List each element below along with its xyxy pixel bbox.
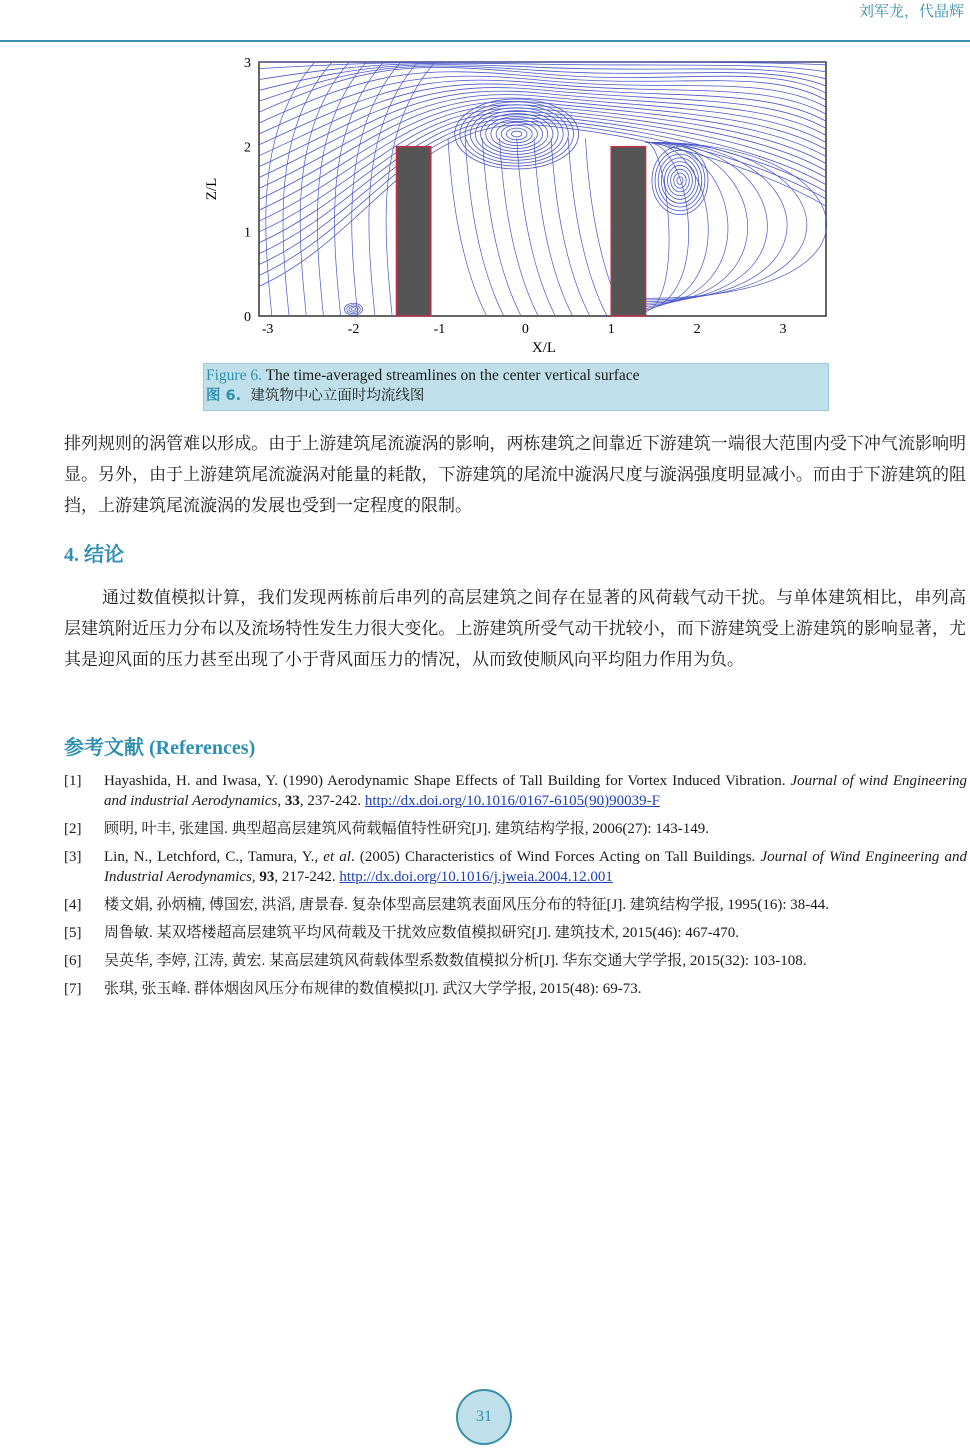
caption-en-text: The time-averaged streamlines on the center vertical surface [265, 367, 640, 384]
reference-item [64, 895, 967, 915]
reference-item [64, 771, 967, 811]
x-tick-label: -2 [347, 322, 360, 337]
reference-body: 吴英华, 李婷, 江涛, 黄宏. 某高层建筑风荷载体型系数数值模拟分析[J]. 华东交通大学学报, 2015(32): 103-108. [104, 953, 807, 969]
streamline-plot [203, 52, 830, 356]
reference-body: 顾明, 叶丰, 张建国. 典型超高层建筑风荷载幅值特性研究[J]. 建筑结构学报, 2006(27): 143-149. [104, 821, 709, 837]
caption-en [206, 366, 828, 386]
reference-number: [2] [64, 821, 82, 837]
page-number: 31 [456, 1389, 512, 1445]
reference-volume: 33 [284, 793, 300, 809]
reference-text: Lin, N., Letchford, C., Tamura, Y., [104, 849, 324, 865]
y-tick-label: 3 [244, 56, 251, 71]
reference-item [64, 951, 967, 971]
figure-caption [203, 363, 829, 411]
x-tick-label: 0 [521, 322, 529, 337]
building-block [611, 147, 645, 316]
building-block [396, 147, 430, 316]
reference-journal: Journal of Wind Engineering and Industrial Aerodynamics [104, 849, 967, 885]
reference-doi-link[interactable]: http://dx.doi.org/10.1016/0167-6105(90)90039-F [364, 793, 660, 809]
figure-streamlines [203, 52, 830, 356]
plot-frame [259, 62, 826, 316]
reference-number: [3] [64, 849, 82, 865]
reference-text: . (2005) Characteristics of Wind Forces Acting on Tall Buildings. [350, 849, 761, 865]
x-tick-label: 1 [607, 322, 615, 337]
reference-journal: Journal of wind Engineering and industrial Aerodynamics [104, 773, 967, 809]
reference-body: 楼文娟, 孙炳楠, 傅国宏, 洪滔, 唐景春. 复杂体型高层建筑表面风压分布的特征[J]. 建筑结构学报, 1995(16): 38-44. [104, 897, 829, 913]
paragraph-conclusion: 通过数值模拟计算，我们发现两栋前后串列的高层建筑之间存在显著的风荷载气动干扰。与单体建筑相比，串列高层建筑附近压力分布以及流场特性发生力很大变化。上游建筑所受气动干扰较小，而下游建筑受上游建筑的影响显著，尤其是迎风面的压力甚至出现了小于背风面压力的情况，从而致使顺风向平均阻力作用为负。 [64, 588, 966, 669]
reference-list [64, 771, 967, 1007]
reference-doi-link[interactable]: http://dx.doi.org/10.1016/j.jweia.2004.12.001 [339, 869, 613, 885]
y-tick-label: 2 [244, 140, 251, 156]
x-tick-label: 2 [693, 322, 701, 337]
header-authors: 刘军龙，代晶辉 [858, 4, 964, 20]
reference-item [64, 819, 967, 839]
reference-body [104, 847, 967, 887]
reference-text: Hayashida, H. and Iwasa, Y. (1990) Aerodynamic Shape Effects of Tall Building for Vortex Induced Vibration. [104, 773, 791, 789]
caption-en-label: Figure 6. [206, 367, 262, 384]
reference-number: [1] [64, 773, 82, 789]
reference-number: [6] [64, 953, 82, 969]
reference-pages: , 217-242. [274, 869, 340, 885]
x-tick-label: 3 [779, 322, 787, 337]
reference-volume: 93 [259, 869, 275, 885]
paragraph-flow-analysis: 排列规则的涡管难以形成。由于上游建筑尾流漩涡的影响，两栋建筑之间靠近下游建筑一端很大范围内受下冲气流影响明显。另外，由于上游建筑尾流漩涡对能量的耗散，下游建筑的尾流中漩涡尺度与漩涡强度明显减小。而由于下游建筑的阻挡，上游建筑尾流漩涡的发展也受到一定程度的限制。 [64, 434, 966, 515]
reference-item [64, 847, 967, 887]
reference-etal: et al [323, 849, 351, 865]
reference-separator: , [251, 869, 260, 885]
reference-separator: , [277, 793, 285, 809]
reference-item [64, 923, 967, 943]
reference-body [104, 771, 967, 811]
y-tick-label: 1 [244, 225, 251, 241]
x-axis-label: X/L [531, 340, 557, 356]
header-rule [0, 40, 970, 42]
reference-body: 周鲁敏. 某双塔楼超高层建筑平均风荷载及干扰效应数值模拟研究[J]. 建筑技术, 2015(46): 467-470. [104, 925, 739, 941]
y-axis-label: Z/L [204, 177, 220, 201]
reference-body: 张琪, 张玉峰. 群体烟囱风压分布规律的数值模拟[J]. 武汉大学学报, 2015(48): 69-73. [104, 981, 642, 997]
reference-pages: , 237-242. [299, 793, 365, 809]
reference-number: [4] [64, 897, 82, 913]
caption-cn-text: 建筑物中心立面时均流线图 [250, 388, 425, 404]
reference-number: [7] [64, 981, 82, 997]
references-heading: 参考文献 (References) [64, 737, 256, 759]
y-tick-label: 0 [244, 310, 251, 325]
reference-item [64, 979, 967, 999]
x-tick-label: -1 [433, 322, 446, 337]
section-heading-conclusion: 4. 结论 [64, 544, 124, 566]
caption-cn [206, 386, 828, 406]
caption-cn-label: 图 6. [206, 388, 242, 404]
x-tick-label: -3 [261, 322, 274, 337]
reference-number: [5] [64, 925, 82, 941]
